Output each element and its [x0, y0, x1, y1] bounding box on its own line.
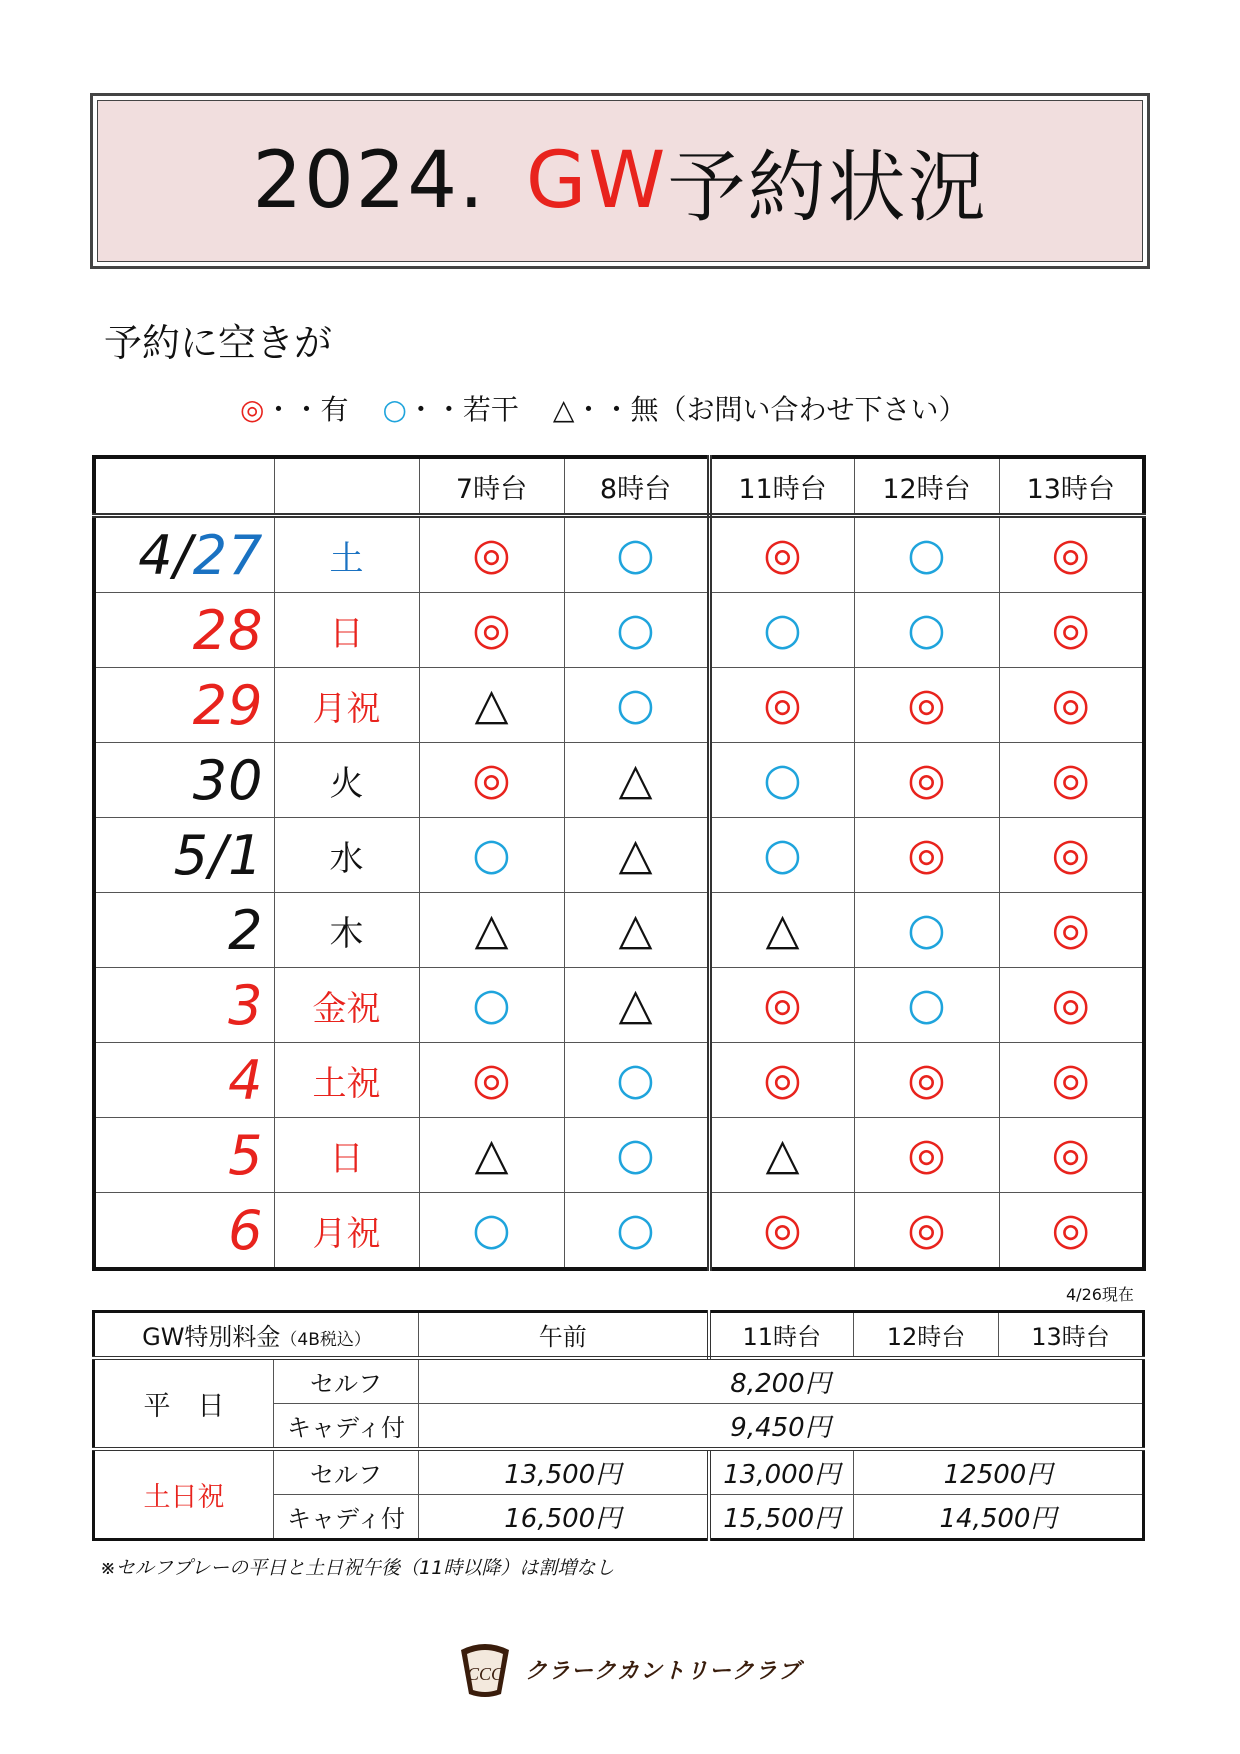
table-header-row — [94, 457, 1144, 516]
double-circle-icon: ◎ — [709, 1043, 854, 1118]
date-cell — [94, 1118, 274, 1193]
circle-icon: ○ — [419, 1193, 564, 1270]
header-cell: 午前 — [419, 1312, 709, 1359]
triangle-icon: △ — [419, 668, 564, 743]
double-circle-icon: ◎ — [999, 516, 1144, 593]
triangle-icon: △ — [564, 743, 709, 818]
triangle-icon: △ — [564, 893, 709, 968]
table-row — [94, 668, 1144, 743]
triangle-icon: △ — [552, 393, 575, 426]
double-circle-icon: ◎ — [999, 668, 1144, 743]
date-value: 28 — [192, 598, 264, 662]
date-cell — [94, 1193, 274, 1270]
double-circle-icon: ◎ — [419, 1043, 564, 1118]
date-cell — [94, 516, 274, 593]
legend-item-none — [553, 388, 967, 428]
date-value: 5/1 — [173, 823, 264, 887]
holiday-caddie-am: 16,500円 — [419, 1495, 709, 1540]
double-circle-icon: ◎ — [709, 516, 854, 593]
weekday-label: 平 日 — [94, 1358, 274, 1449]
double-circle-icon: ◎ — [999, 593, 1144, 668]
weekday-caddie-price: 9,450円 — [419, 1404, 1144, 1450]
circle-icon: ○ — [854, 893, 999, 968]
date-cell — [94, 893, 274, 968]
circle-icon: ○ — [709, 818, 854, 893]
table-row — [94, 1193, 1144, 1270]
triangle-icon: △ — [564, 818, 709, 893]
club-emblem-icon — [455, 1640, 515, 1698]
double-circle-icon: ◎ — [999, 893, 1144, 968]
circle-icon: ○ — [564, 593, 709, 668]
circle-icon: ○ — [564, 516, 709, 593]
club-logo — [455, 1640, 801, 1698]
legend-label: ・・若干 — [406, 393, 519, 426]
table-row — [94, 893, 1144, 968]
day-of-week: 日 — [274, 1118, 419, 1193]
title-year: 2024. — [252, 136, 486, 226]
table-row — [94, 818, 1144, 893]
double-circle-icon: ◎ — [419, 743, 564, 818]
subtitle: 予約に空きが — [104, 321, 333, 365]
double-circle-icon: ◎ — [854, 1118, 999, 1193]
double-circle-icon: ◎ — [854, 668, 999, 743]
header-cell: 7時台 — [419, 457, 564, 516]
pricing-note: （4B税込） — [280, 1330, 371, 1350]
club-name: クラークカントリークラブ — [525, 1658, 802, 1684]
double-circle-icon: ◎ — [999, 743, 1144, 818]
date-prefix: 4/ — [138, 523, 193, 587]
svg-text:CCC: CCC — [466, 1664, 504, 1684]
date-value: 2 — [228, 898, 264, 962]
double-circle-icon: ◎ — [999, 818, 1144, 893]
day-of-week: 火 — [274, 743, 419, 818]
table-row — [94, 743, 1144, 818]
date-value: 29 — [192, 673, 264, 737]
table-row — [94, 1358, 1144, 1404]
double-circle-icon: ◎ — [419, 516, 564, 593]
holiday-self-11: 13,000円 — [709, 1449, 854, 1495]
day-of-week: 月祝 — [274, 1193, 419, 1270]
header-cell: 11時台 — [709, 457, 854, 516]
double-circle-icon: ◎ — [999, 968, 1144, 1043]
circle-icon: ○ — [709, 743, 854, 818]
date-cell — [94, 818, 274, 893]
triangle-icon: △ — [709, 1118, 854, 1193]
self-label: セルフ — [274, 1449, 419, 1495]
day-of-week: 日 — [274, 593, 419, 668]
header-cell: 11時台 — [709, 1312, 854, 1359]
table-row — [94, 1449, 1144, 1495]
double-circle-icon: ◎ — [709, 968, 854, 1043]
day-of-week: 土 — [274, 516, 419, 593]
double-circle-icon: ◎ — [999, 1118, 1144, 1193]
weekday-self-price: 8,200円 — [419, 1358, 1144, 1404]
caddie-label: キャディ付 — [274, 1404, 419, 1450]
day-of-week: 月祝 — [274, 668, 419, 743]
title-gw: GW — [525, 136, 668, 226]
holiday-self-am: 13,500円 — [419, 1449, 709, 1495]
day-of-week: 水 — [274, 818, 419, 893]
double-circle-icon: ◎ — [999, 1043, 1144, 1118]
date-cell — [94, 743, 274, 818]
day-of-week: 土祝 — [274, 1043, 419, 1118]
pricing-label: GW特別料金 — [142, 1323, 281, 1351]
pricing-table — [92, 1310, 1145, 1541]
circle-icon: ○ — [382, 393, 407, 426]
holiday-self-12-13: 12500円 — [854, 1449, 1144, 1495]
date-cell — [94, 1043, 274, 1118]
table-row — [94, 968, 1144, 1043]
date-value: 30 — [192, 748, 264, 812]
circle-icon: ○ — [564, 1118, 709, 1193]
day-of-week: 金祝 — [274, 968, 419, 1043]
holiday-caddie-11: 15,500円 — [709, 1495, 854, 1540]
day-of-week: 木 — [274, 893, 419, 968]
header-cell: 8時台 — [564, 457, 709, 516]
date-cell — [94, 668, 274, 743]
table-row — [94, 593, 1144, 668]
circle-icon: ○ — [854, 516, 999, 593]
legend-item-available — [240, 388, 348, 428]
date-value: 4 — [228, 1048, 264, 1112]
legend-item-few — [382, 388, 518, 428]
triangle-icon: △ — [709, 893, 854, 968]
circle-icon: ○ — [564, 1193, 709, 1270]
header-cell: 13時台 — [999, 457, 1144, 516]
circle-icon: ○ — [854, 968, 999, 1043]
table-row — [94, 516, 1144, 593]
circle-icon: ○ — [419, 818, 564, 893]
caddie-label: キャディ付 — [274, 1495, 419, 1540]
double-circle-icon: ◎ — [854, 1043, 999, 1118]
date-cell — [94, 593, 274, 668]
double-circle-icon: ◎ — [709, 1193, 854, 1270]
triangle-icon: △ — [419, 1118, 564, 1193]
double-circle-icon: ◎ — [240, 393, 265, 426]
circle-icon: ○ — [564, 1043, 709, 1118]
pricing-header-row — [94, 1312, 1144, 1359]
triangle-icon: △ — [564, 968, 709, 1043]
date-value: 5 — [228, 1123, 264, 1187]
double-circle-icon: ◎ — [709, 668, 854, 743]
date-value: 6 — [228, 1198, 264, 1262]
header-cell: 13時台 — [999, 1312, 1144, 1359]
self-label: セルフ — [274, 1358, 419, 1404]
table-row — [94, 1043, 1144, 1118]
circle-icon: ○ — [854, 593, 999, 668]
date-value: 27 — [192, 523, 264, 587]
header-date — [94, 457, 274, 516]
page-title — [97, 100, 1143, 262]
double-circle-icon: ◎ — [854, 1193, 999, 1270]
title-rest: 予約状況 — [667, 143, 988, 233]
legend-label: ・・有 — [264, 393, 349, 426]
as-of-date: 4/26現在 — [1066, 1285, 1134, 1304]
availability-table — [92, 455, 1146, 1271]
circle-icon: ○ — [709, 593, 854, 668]
holiday-caddie-12-13: 14,500円 — [854, 1495, 1144, 1540]
legend-label: ・・無（お問い合わせ下さい） — [574, 393, 967, 426]
pricing-title — [94, 1312, 419, 1359]
holiday-label: 土日祝 — [94, 1449, 274, 1540]
double-circle-icon: ◎ — [854, 743, 999, 818]
pricing-note-footer: ※セルフプレーの平日と土日祝午後（11時以降）は割増なし — [100, 1557, 615, 1579]
date-cell — [94, 968, 274, 1043]
table-row — [94, 1118, 1144, 1193]
circle-icon: ○ — [564, 668, 709, 743]
double-circle-icon: ◎ — [419, 593, 564, 668]
date-value: 3 — [228, 973, 264, 1037]
header-dow — [274, 457, 419, 516]
header-cell: 12時台 — [854, 457, 999, 516]
header-cell: 12時台 — [854, 1312, 999, 1359]
triangle-icon: △ — [419, 893, 564, 968]
legend — [240, 388, 966, 428]
double-circle-icon: ◎ — [999, 1193, 1144, 1270]
double-circle-icon: ◎ — [854, 818, 999, 893]
title-box — [90, 93, 1150, 269]
circle-icon: ○ — [419, 968, 564, 1043]
